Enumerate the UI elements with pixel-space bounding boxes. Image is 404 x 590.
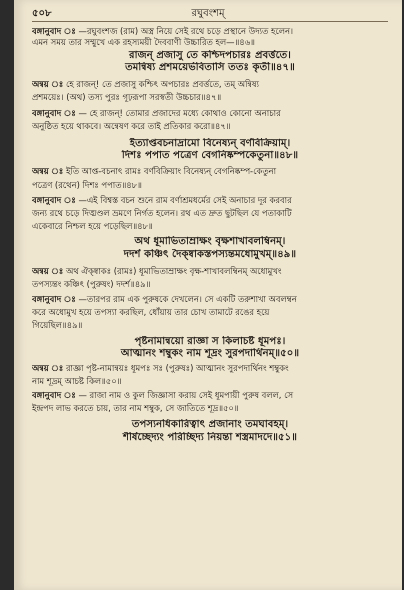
verse-line <box>32 62 388 74</box>
line-text: তমন্বিষ্য প্রশময়ের্ভবিতাসি ততঃ কৃতী॥৪৭॥ <box>125 62 295 73</box>
line-label: বঙ্গানুবাদ ঃ <box>32 108 76 118</box>
verse-line <box>32 236 388 248</box>
text-line <box>32 403 388 413</box>
line-text: অথ ঐক্ষ্বাকঃ (রামঃ) ধূমাভিতাম্রাক্ষং বৃক্ষ-শাখাবলম্বিনম্ অধোমুখং <box>65 266 282 276</box>
text-line <box>32 208 388 218</box>
line-text: —তারপর রাম এক পুরুষকে দেখলেন। সে একটি তরুশাখা অবলম্বন <box>78 294 297 304</box>
line-text: ইত্যাপ্তবচনাদ্রামো বিনেষ্যন্ বর্ণবিক্রিয়াম্। <box>129 138 291 149</box>
text-line <box>32 320 388 330</box>
line-text: দদর্শ কঞ্চিৎ দৈক্ষ্বাকস্তপস্যন্তমধোমুখম্॥৪৯॥ <box>123 249 297 260</box>
running-title: রঘুবংশম্ <box>191 8 225 19</box>
line-text: পৃষ্টনামান্বয়ো রাজ্ঞা স কিলাচষ্ট ধূমপঃ। <box>134 336 286 347</box>
text-line <box>32 166 388 176</box>
line-label: অন্বয় ঃ <box>32 166 64 176</box>
text-line <box>32 195 388 205</box>
text-line <box>32 266 388 276</box>
line-text: তপস্যন্তং কঞ্চিৎ (পুরুষং) দদর্শ॥৪৯॥ <box>32 279 151 289</box>
line-text: এমন সময় তার সম্মুখে এক রহস্যময়ী দৈববাণী উচ্চারিত হল—॥৪৬॥ <box>32 37 255 47</box>
book-page <box>14 0 402 590</box>
page-number: ৫০৮ <box>32 8 52 19</box>
line-text: শীর্ষচ্ছেদ্যং পরিচ্ছিদ্য নিয়ন্তা শস্ত্রমাদদে॥৫১॥ <box>122 432 298 443</box>
line-text: করে অধোমুখ হয়ে তপস্যা করছিল, ধোঁয়ায় তার চোখ তামাটে রঙের হয়ে <box>32 307 270 317</box>
text-line <box>32 92 388 102</box>
line-text: ইতি আপ্ত-বচনাৎ রামঃ বর্ণবিক্রিয়াং বিনেষ্যন্ বেগনিষ্কম্প-কেতুনা <box>65 166 277 176</box>
line-text: অনুষ্ঠিত হয়ে থাকবে। অন্বেষণ করে তাই প্রতিকার করো॥৪৭॥ <box>32 121 231 131</box>
line-label: বঙ্গানুবাদ ঃ <box>32 26 76 36</box>
text-line <box>32 26 388 36</box>
line-text: নাম শূদ্রম্ আচষ্ট কিল॥৫০॥ <box>32 376 122 386</box>
header-rule <box>32 21 388 22</box>
line-label: অন্বয় ঃ <box>32 363 64 373</box>
text-line <box>32 376 388 386</box>
line-text: প্রশময়েঃ। (অথ) তস্য পুরঃ গূঢ়রূপা সরস্বতী উচ্চচার॥৪৭॥ <box>32 92 222 102</box>
line-label: অন্বয় ঃ <box>32 266 64 276</box>
line-text: রাজন্ প্রজাসু তে কশ্চিদপচারঃ প্রবর্ত্ততে। <box>129 50 291 61</box>
line-text: দিশঃ পপাত পত্রেণ বেগনিষ্কম্পকেতুনা॥৪৮॥ <box>121 150 299 161</box>
line-text: —এই বিশ্বস্ত বচন শুনে রাম বর্ণাশ্রমধর্মের সেই অনাচার দূর করবার <box>78 195 292 205</box>
verse-line <box>32 150 388 162</box>
line-text: ইন্দ্রপদ লাভ করতে চায়, তার নাম শম্বুক, সে জাতিতে শূদ্র॥৫০॥ <box>32 403 239 413</box>
line-label: অন্বয় ঃ <box>32 79 64 89</box>
text-line <box>32 37 388 47</box>
line-text: আত্মানং শম্বুকং নাম শূদ্রং সুরপদার্থিনম্॥৫০॥ <box>120 348 300 359</box>
line-text: তপস্যনধিকারিত্বাৎ প্রজানাং তমঘাবহম্। <box>131 419 289 430</box>
text-line <box>32 79 388 89</box>
line-text: গিয়েছিল॥৪৯॥ <box>32 320 83 330</box>
text-line <box>32 307 388 317</box>
line-text: —রঘুবংশজ (রাম) অস্ত্র নিয়ে সেই রথে চড়ে প্রস্থানে উদ্যত হলেন। <box>78 26 293 36</box>
verse-line <box>32 336 388 348</box>
line-text: পত্রেণ (রথেন) দিশঃ পপাত॥৪৮॥ <box>32 180 142 190</box>
line-text: জন্য রথে চড়ে দিঙ্মণ্ডল ভ্রমণে নির্গত হলেন। রথ এত দ্রুত ছুটছিল যে পতাকাটি <box>32 208 292 218</box>
verse-line <box>32 432 388 444</box>
line-text: একেবারে নিশ্চল হয়ে পড়েছিল॥৪৮॥ <box>32 221 153 231</box>
text-line <box>32 390 388 400</box>
text-line <box>32 221 388 231</box>
line-text: হে রাজন্! তে প্রজাসু কশ্চিৎ অপচারঃ প্রবর্ত্ততে, তম্ অন্বিষ্য <box>65 79 259 89</box>
text-line <box>32 279 388 289</box>
verse-line <box>32 348 388 360</box>
text-line <box>32 108 388 118</box>
verse-line <box>32 50 388 62</box>
line-text: রাজ্ঞা পৃষ্ট-নামান্বয়ঃ ধূমপঃ সঃ (পুরুষঃ) আত্মানং সুরপদার্থিনং শম্বুকং <box>65 363 289 373</box>
verse-line <box>32 419 388 431</box>
text-line <box>32 180 388 190</box>
line-label: বঙ্গানুবাদ ঃ <box>32 294 76 304</box>
verse-line <box>32 249 388 261</box>
text-line <box>32 294 388 304</box>
text-line <box>32 121 388 131</box>
line-label: বঙ্গানুবাদ ঃ <box>32 390 76 400</box>
text-line <box>32 363 388 373</box>
line-text: — হে রাজন্! তোমার প্রজাদের মধ্যে কোথাও কোনো অনাচার <box>78 108 281 118</box>
line-label: বঙ্গানুবাদ ঃ <box>32 195 76 205</box>
line-text: অথ ধূমাভিতাম্রাক্ষং বৃক্ষশাখাবলম্বিনম্। <box>134 236 286 247</box>
page-header <box>14 6 402 20</box>
verse-line <box>32 138 388 150</box>
line-text: — রাজা নাম ও কুল জিজ্ঞাসা করায় সেই ধূমপায়ী পুরুষ বলল, সে <box>78 390 294 400</box>
